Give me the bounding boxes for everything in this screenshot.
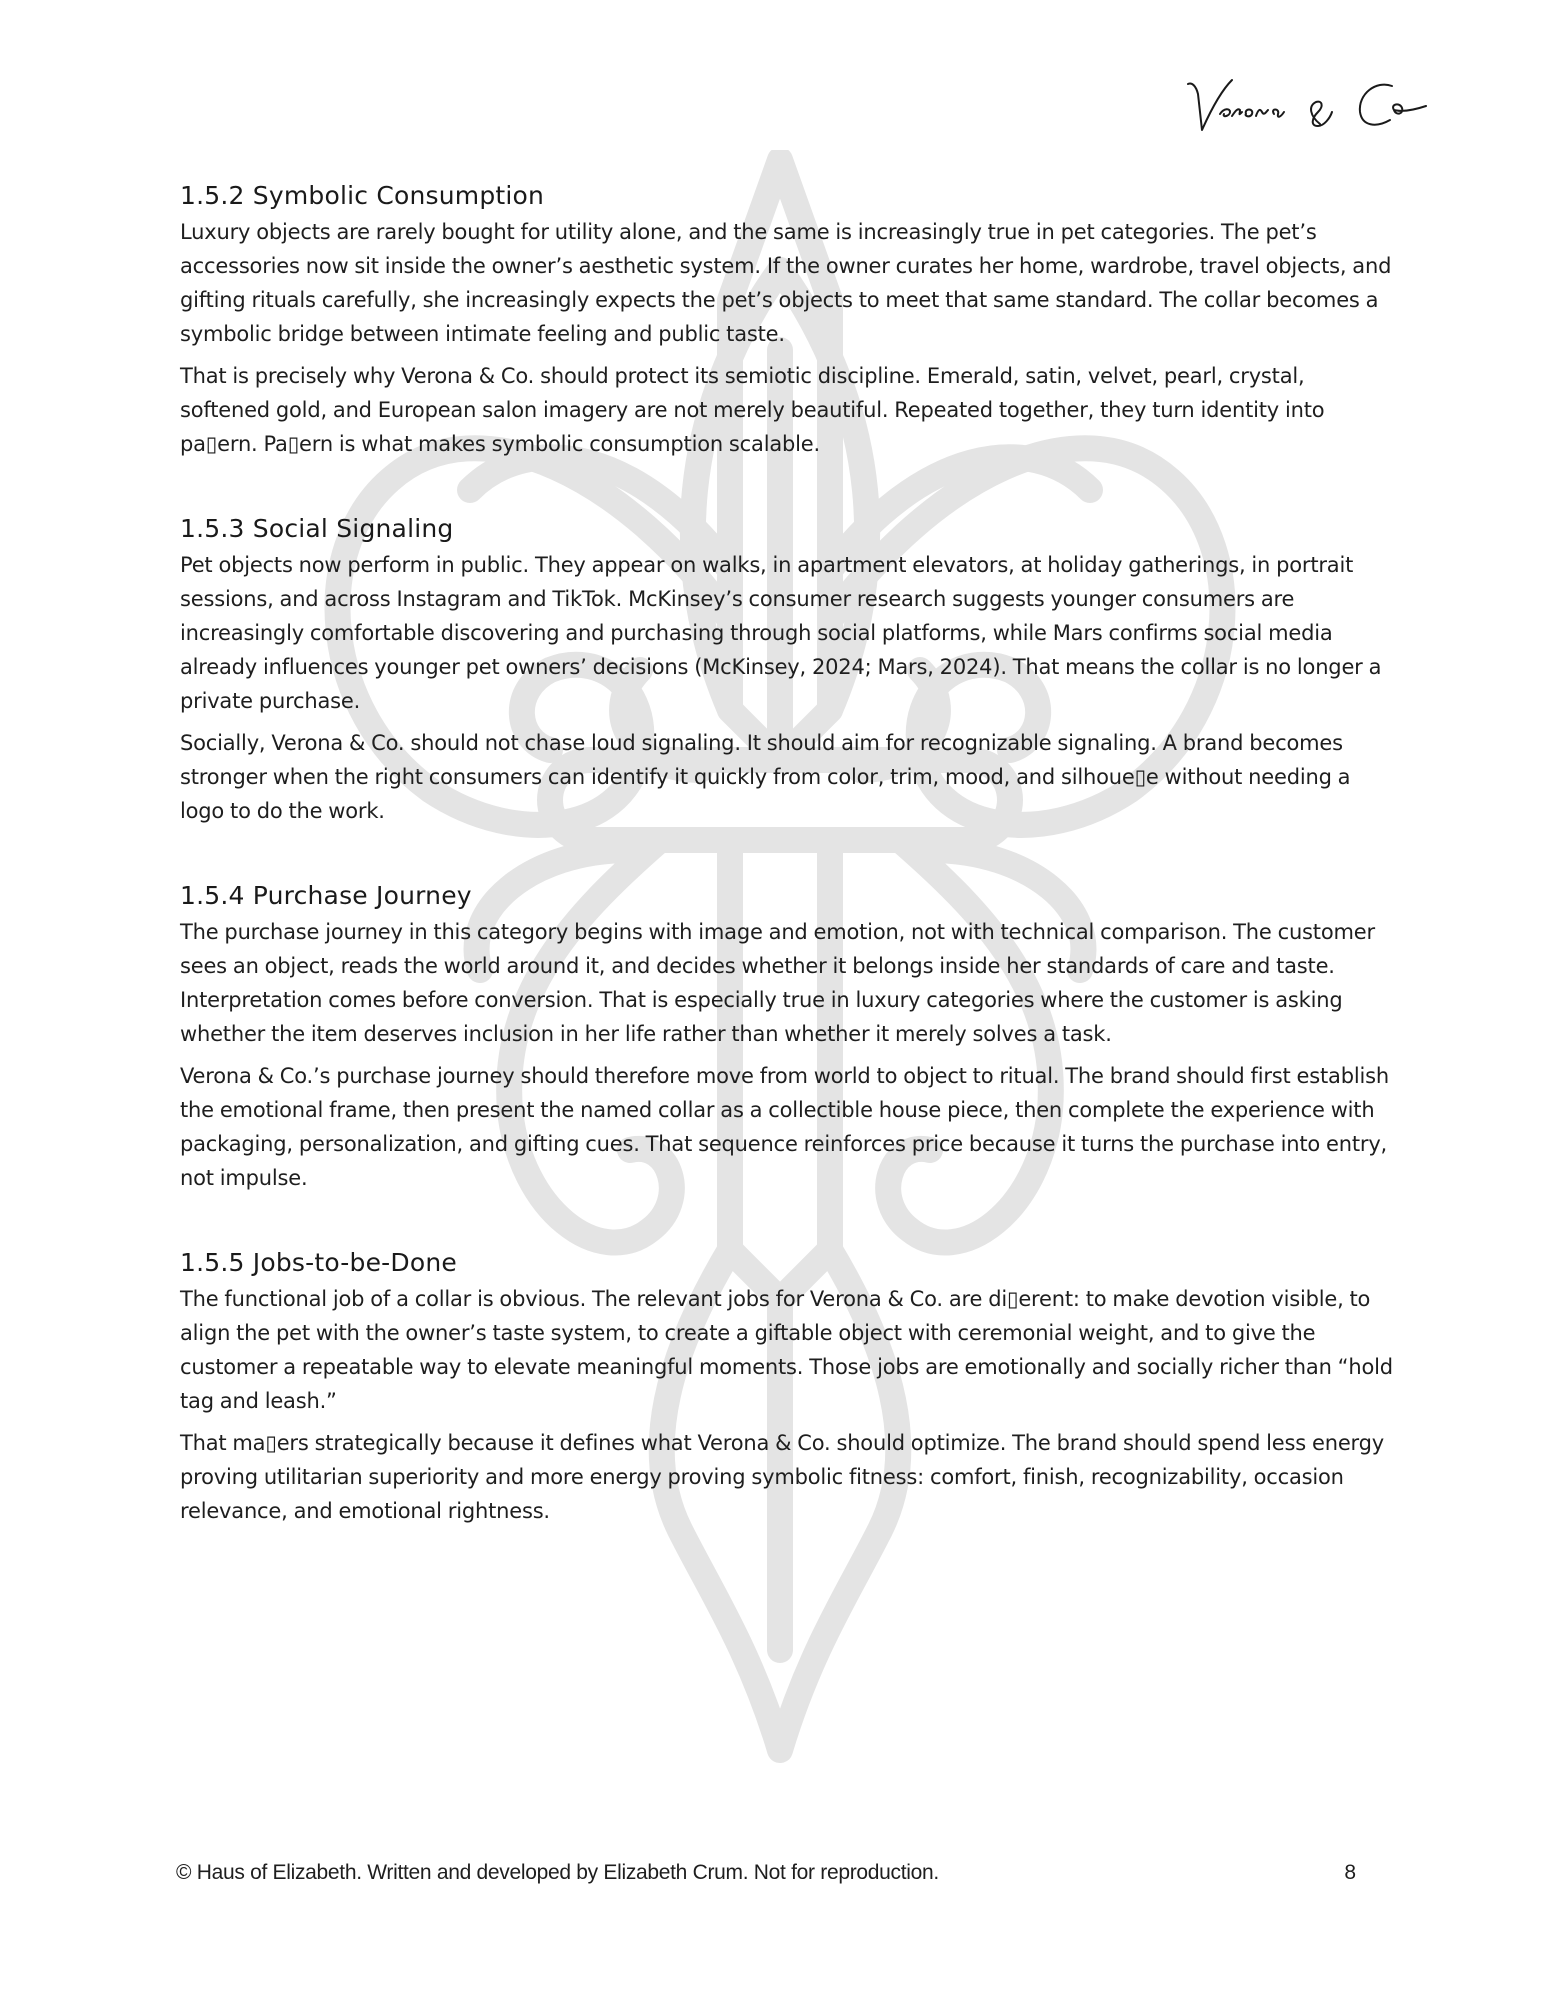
- paragraph: Socially, Verona & Co. should not chase loud signaling. It should aim for recognizable signaling. A brand becomes stronger when the right consumers can identify it quickly from color, trim, mood, and silhoue▯e without needing a logo to do the work.: [180, 731, 1351, 823]
- verona-co-signature-logo: [1180, 72, 1430, 142]
- page-footer: [176, 1858, 1356, 1888]
- document-body: [180, 180, 1400, 1580]
- section-symbolic-consumption: [180, 180, 1400, 461]
- section-heading: 1.5.2 Symbolic Consumption: [180, 181, 545, 210]
- section-social-signaling: [180, 513, 1400, 828]
- paragraph: Luxury objects are rarely bought for utility alone, and the same is increasingly true in pet categories. The pet’s accessories now sit inside the owner’s aesthetic system. If the owner curates her home, wardrobe, travel objects, and gifting rituals carefully, she increasingly expects the pet’s objects to meet that same standard. The collar becomes a symbolic bridge between intimate feeling and public taste.: [180, 220, 1392, 346]
- paragraph: The functional job of a collar is obvious. The relevant jobs for Verona & Co. are di▯erent: to make devotion visible, to align the pet with the owner’s taste system, to create a giftable object with ceremonial weight, and to give the customer a repeatable way to elevate meaningful moments. Those jobs are emotionally and socially richer than “hold tag and leash.”: [180, 1287, 1393, 1413]
- paragraph: The purchase journey in this category begins with image and emotion, not with technical comparison. The customer sees an object, reads the world around it, and decides whether it belongs inside her standards of care and taste. Interpretation comes before conversion. That is especially true in luxury categories where the customer is asking whether the item deserves inclusion in her life rather than whether it merely solves a task.: [180, 920, 1375, 1046]
- section-heading: 1.5.3 Social Signaling: [180, 514, 454, 543]
- copyright-notice: © Haus of Elizabeth. Written and developed by Elizabeth Crum. Not for reproduction.: [176, 1861, 939, 1884]
- section-heading: 1.5.4 Purchase Journey: [180, 881, 472, 910]
- paragraph: Verona & Co.’s purchase journey should therefore move from world to object to ritual. The brand should first establish the emotional frame, then present the named collar as a collectible house piece, then complete the experience with packaging, personalization, and gifting cues. That sequence reinforces price because it turns the purchase into entry, not impulse.: [180, 1064, 1389, 1190]
- paragraph: That is precisely why Verona & Co. should protect its semiotic discipline. Emerald, satin, velvet, pearl, crystal, softened gold, and European salon imagery are not merely beautiful. Repeated together, they turn identity into pa▯ern. Pa▯ern is what makes symbolic consumption scalable.: [180, 364, 1325, 456]
- page-number: 8: [1344, 1861, 1356, 1884]
- section-purchase-journey: [180, 880, 1400, 1195]
- section-jobs-to-be-done: [180, 1247, 1400, 1528]
- paragraph: Pet objects now perform in public. They appear on walks, in apartment elevators, at holiday gatherings, in portrait sessions, and across Instagram and TikTok. McKinsey’s consumer research suggests younger consumers are increasingly comfortable discovering and purchasing through social platforms, while Mars confirms social media already influences younger pet owners’ decisions (McKinsey, 2024; Mars, 2024). That means the collar is no longer a private purchase.: [180, 553, 1382, 713]
- paragraph: That ma▯ers strategically because it defines what Verona & Co. should optimize. The brand should spend less energy proving utilitarian superiority and more energy proving symbolic fitness: comfort, finish, recognizability, occasion relevance, and emotional rightness.: [180, 1431, 1384, 1523]
- section-heading: 1.5.5 Jobs-to-be-Done: [180, 1248, 457, 1277]
